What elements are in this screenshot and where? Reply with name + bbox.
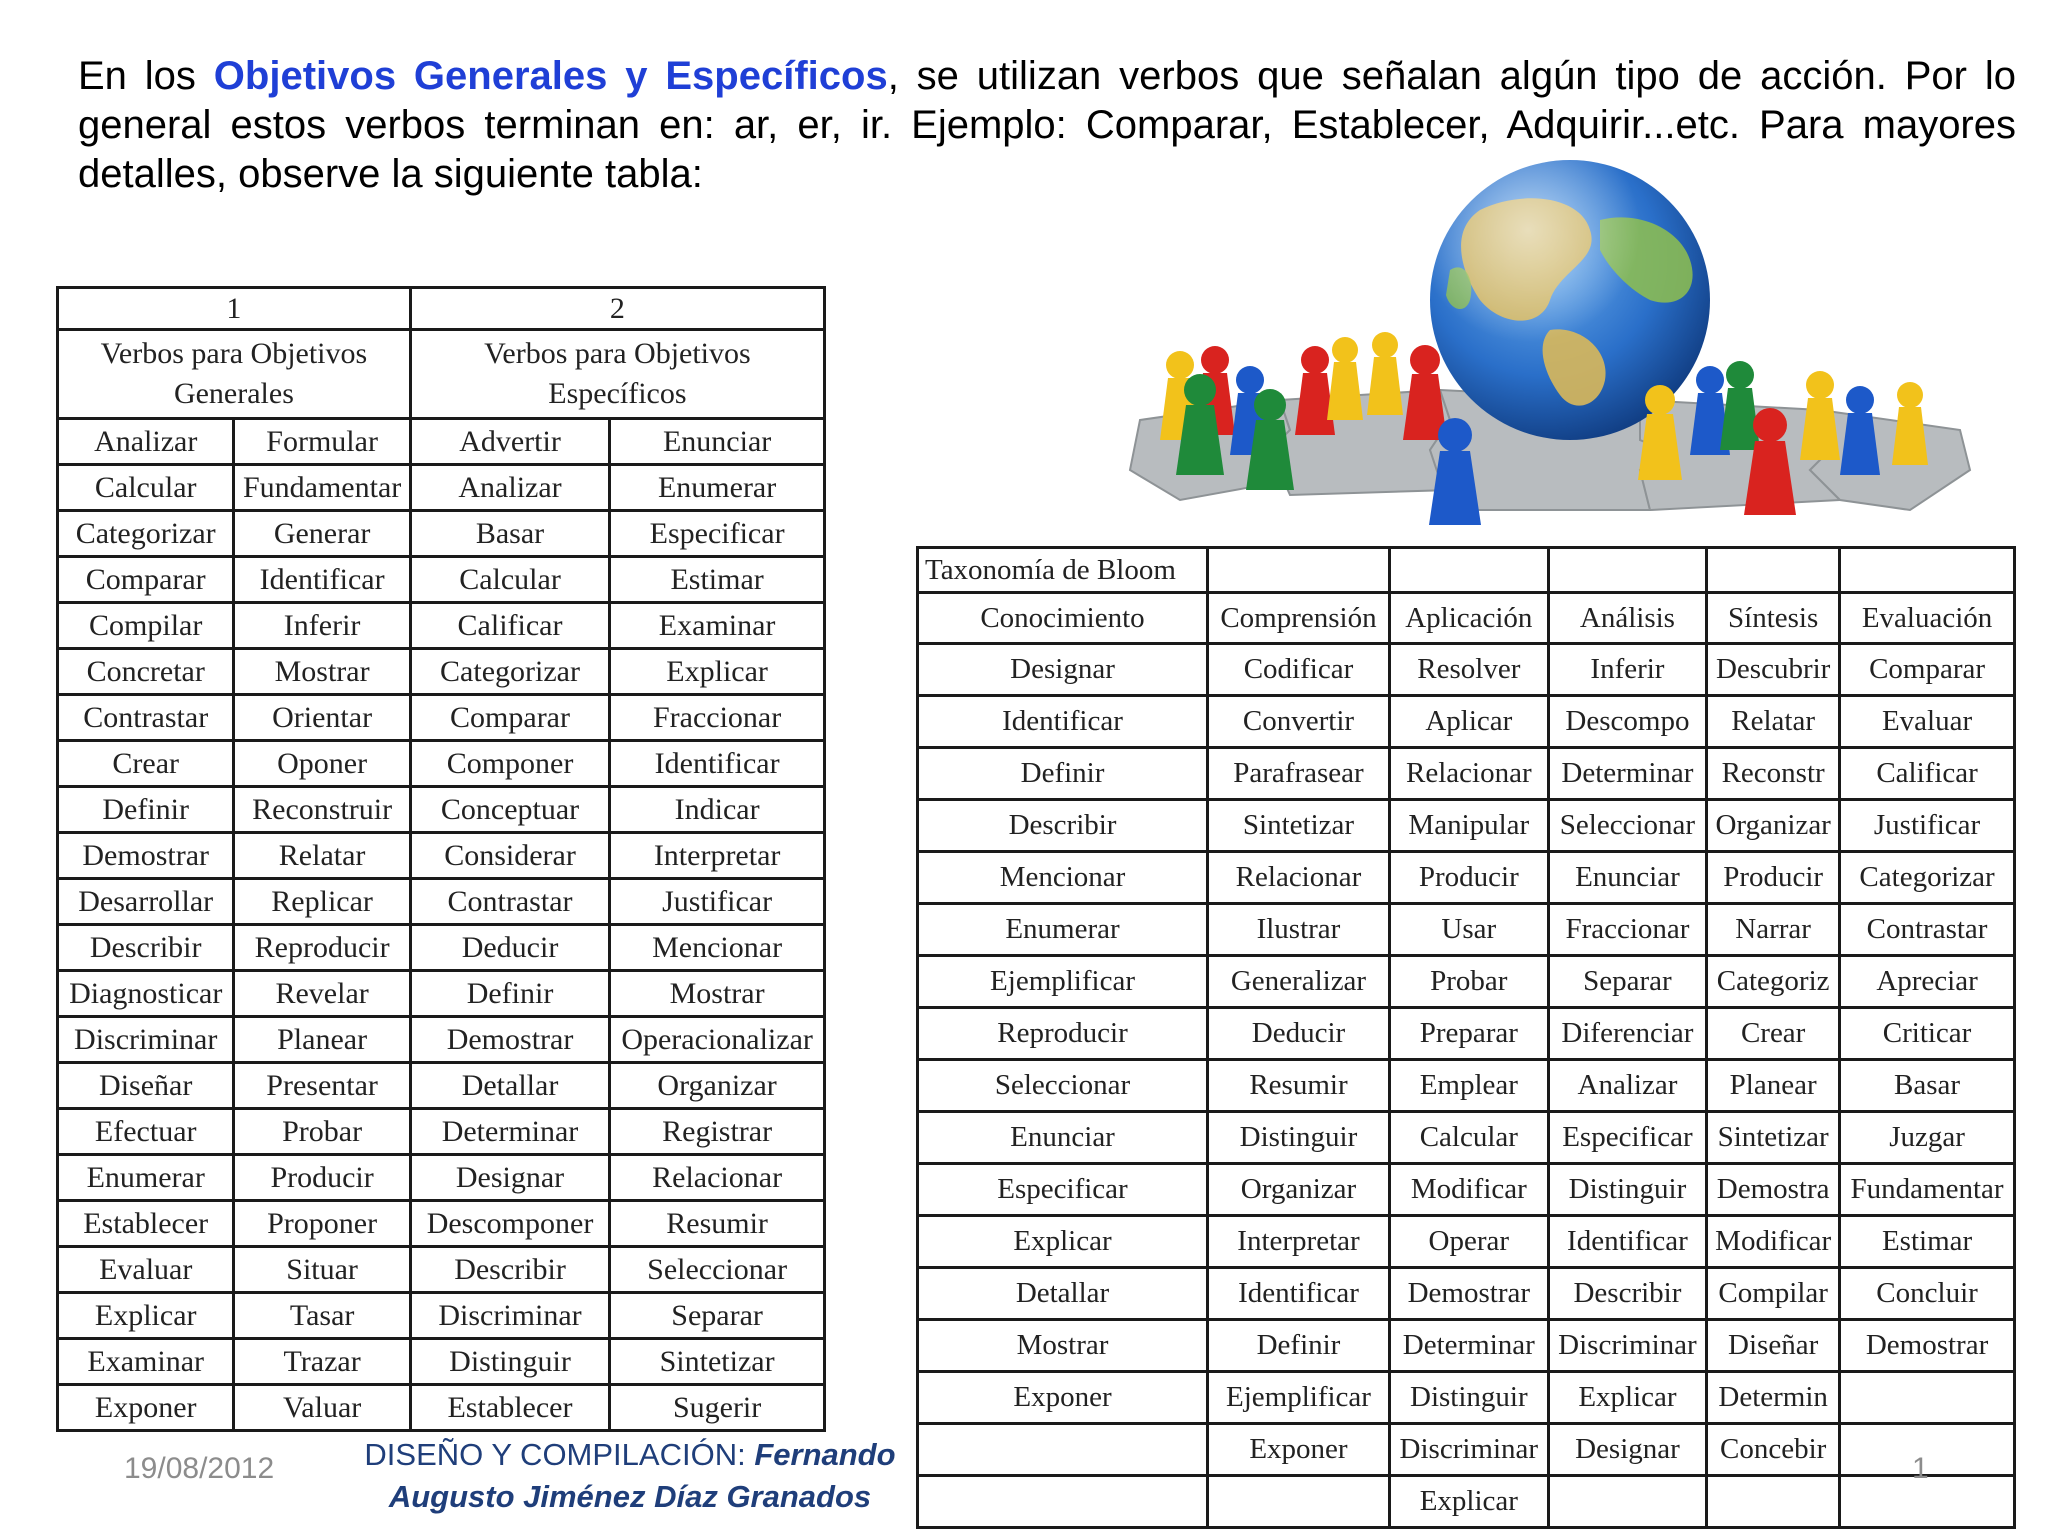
table-cell: Basar (410, 511, 609, 557)
bloom-header-cell: Análisis (1548, 593, 1706, 644)
table-cell: Comparar (1840, 644, 2015, 696)
table-cell: Identificar (918, 696, 1208, 748)
table-cell: Efectuar (58, 1109, 234, 1155)
table-cell: Explicar (918, 1216, 1208, 1268)
table-cell: Codificar (1208, 644, 1390, 696)
bloom-title-blank (1707, 548, 1840, 593)
bloom-taxonomy-table (916, 546, 2016, 1529)
table-cell: Mostrar (610, 971, 825, 1017)
table-cell: Demostrar (410, 1017, 609, 1063)
table-cell: Concebir (1707, 1424, 1840, 1476)
table-row (58, 1247, 825, 1293)
table-row (918, 800, 2015, 852)
table-row (58, 833, 825, 879)
table-cell: Interpretar (610, 833, 825, 879)
table-cell: Enumerar (58, 1155, 234, 1201)
table-row (918, 748, 2015, 800)
table-cell: Ejemplificar (1208, 1372, 1390, 1424)
table-row (918, 696, 2015, 748)
game-piece-yellow-6 (1892, 382, 1928, 465)
table-cell: Relacionar (1208, 852, 1390, 904)
table-cell: Modificar (1389, 1164, 1548, 1216)
table-cell: Enumerar (918, 904, 1208, 956)
table-cell: Parafrasear (1208, 748, 1390, 800)
table-cell: Producir (1707, 852, 1840, 904)
table-cell: Usar (1389, 904, 1548, 956)
table-cell: Reconstruir (234, 787, 410, 833)
table-cell: Analizar (58, 419, 234, 465)
table-cell: Identificar (1548, 1216, 1706, 1268)
table-cell: Situar (234, 1247, 410, 1293)
table-cell: Definir (58, 787, 234, 833)
table-cell: Estimar (1840, 1216, 2015, 1268)
bloom-title-blank (1389, 548, 1548, 593)
table-cell: Fundamentar (234, 465, 410, 511)
table-cell: Explicar (610, 649, 825, 695)
table-row (918, 1476, 2015, 1528)
table-cell: Mostrar (234, 649, 410, 695)
table-cell: Seleccionar (918, 1060, 1208, 1112)
table-cell: Deducir (410, 925, 609, 971)
table-cell: Basar (1840, 1060, 2015, 1112)
table-cell: Seleccionar (1548, 800, 1706, 852)
game-piece-green-3 (1720, 361, 1760, 450)
credit-author-rest: Augusto Jiménez Díaz Granados (388, 1479, 872, 1514)
table-cell: Manipular (1389, 800, 1548, 852)
table-cell: Apreciar (1840, 956, 2015, 1008)
table-row (58, 1109, 825, 1155)
table-cell: Discriminar (410, 1293, 609, 1339)
table-cell: Interpretar (1208, 1216, 1390, 1268)
table-cell: Proponer (234, 1201, 410, 1247)
table-cell: Estimar (610, 557, 825, 603)
table-cell: Designar (1548, 1424, 1706, 1476)
table-cell: Juzgar (1840, 1112, 2015, 1164)
table-cell: Considerar (410, 833, 609, 879)
table-cell: Producir (234, 1155, 410, 1201)
table-cell: Calcular (58, 465, 234, 511)
table-cell: Oponer (234, 741, 410, 787)
table-cell: Demostrar (1389, 1268, 1548, 1320)
page-number: 1 (1912, 1452, 1929, 1485)
table-cell: Probar (1389, 956, 1548, 1008)
table-cell: Presentar (234, 1063, 410, 1109)
table-row (918, 1424, 2015, 1476)
table-row (918, 1216, 2015, 1268)
table-cell: Discriminar (58, 1017, 234, 1063)
table-row (918, 1320, 2015, 1372)
table-cell: Relacionar (610, 1155, 825, 1201)
table-cell (918, 1424, 1208, 1476)
table-cell: Advertir (410, 419, 609, 465)
table-cell: Organizar (610, 1063, 825, 1109)
table-row (58, 557, 825, 603)
table-cell: Narrar (1707, 904, 1840, 956)
game-piece-red-3 (1403, 345, 1447, 440)
table-cell: Analizar (1548, 1060, 1706, 1112)
table-cell: Justificar (610, 879, 825, 925)
table-cell: Revelar (234, 971, 410, 1017)
table-cell: Contrastar (410, 879, 609, 925)
table-cell: Organizar (1208, 1164, 1390, 1216)
table-cell: Determin (1707, 1372, 1840, 1424)
table-cell: Inferir (1548, 644, 1706, 696)
bloom-header-cell: Aplicación (1389, 593, 1548, 644)
table-cell: Crear (1707, 1008, 1840, 1060)
table-row (58, 511, 825, 557)
table-cell: Categorizar (410, 649, 609, 695)
table-cell: Examinar (58, 1339, 234, 1385)
table-cell: Distinguir (1208, 1112, 1390, 1164)
game-piece-yellow-3 (1367, 332, 1403, 415)
table-cell: Reproducir (234, 925, 410, 971)
table-cell: Desarrollar (58, 879, 234, 925)
intro-post: , se utilizan verbos que señalan algún tipo de acción. Por lo general estos verbos terminan en: ar, er, ir. Ejemplo: Comparar, Establecer, Adquirir...etc. Para mayores detalles, observe la siguiente tabla: (78, 54, 2016, 196)
intro-highlight: Objetivos Generales y Específicos (213, 54, 888, 98)
table-cell: Generar (234, 511, 410, 557)
table-cell: Separar (610, 1293, 825, 1339)
table-cell: Detallar (410, 1063, 609, 1109)
table-cell: Calificar (1840, 748, 2015, 800)
table-cell: Describir (918, 800, 1208, 852)
table-cell: Ilustrar (1208, 904, 1390, 956)
table-cell: Mencionar (610, 925, 825, 971)
table-cell: Fundamentar (1840, 1164, 2015, 1216)
table-cell: Justificar (1840, 800, 2015, 852)
bloom-header-cell: Comprensión (1208, 593, 1390, 644)
table-row (58, 649, 825, 695)
table-cell (1707, 1476, 1840, 1528)
table-cell: Enumerar (610, 465, 825, 511)
table-cell: Concretar (58, 649, 234, 695)
table-cell: Identificar (1208, 1268, 1390, 1320)
table-cell: Demostrar (58, 833, 234, 879)
table-row (58, 1339, 825, 1385)
table-cell: Reconstr (1707, 748, 1840, 800)
table-cell: Separar (1548, 956, 1706, 1008)
table-cell: Relatar (1707, 696, 1840, 748)
table-row (918, 1268, 2015, 1320)
table-row (58, 419, 825, 465)
table-cell: Indicar (610, 787, 825, 833)
table-row (918, 644, 2015, 696)
bloom-title-blank (1208, 548, 1390, 593)
table-cell: Sintetizar (610, 1339, 825, 1385)
table-row (918, 1060, 2015, 1112)
table-cell: Definir (410, 971, 609, 1017)
bloom-header-cell: Evaluación (1840, 593, 2015, 644)
table-cell: Resolver (1389, 644, 1548, 696)
table-cell: Explicar (58, 1293, 234, 1339)
table-cell: Ejemplificar (918, 956, 1208, 1008)
table-row (918, 904, 2015, 956)
game-piece-yellow-2 (1327, 337, 1363, 420)
table-cell: Analizar (410, 465, 609, 511)
table-cell: Diseñar (58, 1063, 234, 1109)
table-cell: Exponer (1208, 1424, 1390, 1476)
table-cell: Conceptuar (410, 787, 609, 833)
table-cell: Demostrar (1840, 1320, 2015, 1372)
table-cell: Discriminar (1389, 1424, 1548, 1476)
table-cell (918, 1476, 1208, 1528)
table-cell: Criticar (1840, 1008, 2015, 1060)
verbs-table (56, 286, 826, 1432)
table-row (918, 1008, 2015, 1060)
table-cell: Producir (1389, 852, 1548, 904)
bloom-title: Taxonomía de Bloom (918, 548, 1208, 593)
table-cell: Emplear (1389, 1060, 1548, 1112)
table-cell: Modificar (1707, 1216, 1840, 1268)
table-cell: Determinar (410, 1109, 609, 1155)
table-row (58, 1293, 825, 1339)
table-row (58, 787, 825, 833)
table-row (58, 603, 825, 649)
table-cell: Probar (234, 1109, 410, 1155)
table-row (918, 852, 2015, 904)
table-cell: Establecer (410, 1385, 609, 1431)
table-cell: Comparar (58, 557, 234, 603)
table-cell: Distinguir (1389, 1372, 1548, 1424)
table-cell: Identificar (610, 741, 825, 787)
verbs-col1-header: Verbos para Objetivos Generales (58, 330, 411, 419)
table-row (58, 1201, 825, 1247)
table-cell: Seleccionar (610, 1247, 825, 1293)
table-cell: Determinar (1389, 1320, 1548, 1372)
table-cell: Planear (1707, 1060, 1840, 1112)
table-cell: Designar (410, 1155, 609, 1201)
table-cell: Exponer (58, 1385, 234, 1431)
credit-author-first: Fernando (754, 1437, 896, 1472)
table-row (918, 1112, 2015, 1164)
table-row (58, 465, 825, 511)
table-cell: Describir (410, 1247, 609, 1293)
table-row (58, 925, 825, 971)
table-cell: Describir (58, 925, 234, 971)
table-cell: Exponer (918, 1372, 1208, 1424)
table-cell: Inferir (234, 603, 410, 649)
table-cell: Planear (234, 1017, 410, 1063)
table-cell: Calcular (1389, 1112, 1548, 1164)
table-cell: Discriminar (1548, 1320, 1706, 1372)
game-piece-blue-4 (1840, 386, 1880, 475)
table-cell: Preparar (1389, 1008, 1548, 1060)
table-row (58, 1385, 825, 1431)
table-cell: Sugerir (610, 1385, 825, 1431)
table-cell: Explicar (1548, 1372, 1706, 1424)
table-cell: Trazar (234, 1339, 410, 1385)
bloom-title-blank (1840, 548, 2015, 593)
table-cell: Compilar (58, 603, 234, 649)
table-cell: Valuar (234, 1385, 410, 1431)
table-cell: Comparar (410, 695, 609, 741)
table-cell: Diferenciar (1548, 1008, 1706, 1060)
footer-credit (360, 1434, 900, 1518)
table-cell: Categorizar (58, 511, 234, 557)
credit-label: DISEÑO Y COMPILACIÓN: (364, 1437, 755, 1472)
table-row (58, 1017, 825, 1063)
table-cell: Aplicar (1389, 696, 1548, 748)
table-cell: Designar (918, 644, 1208, 696)
table-cell: Enunciar (610, 419, 825, 465)
table-cell: Calcular (410, 557, 609, 603)
table-cell: Especificar (610, 511, 825, 557)
table-cell: Especificar (918, 1164, 1208, 1216)
table-cell: Organizar (1707, 800, 1840, 852)
table-cell: Calificar (410, 603, 609, 649)
table-cell: Operar (1389, 1216, 1548, 1268)
verbs-col2-number: 2 (410, 288, 824, 330)
table-cell: Categorizar (1840, 852, 2015, 904)
table-cell: Enunciar (1548, 852, 1706, 904)
table-row (918, 956, 2015, 1008)
table-cell: Operacionalizar (610, 1017, 825, 1063)
table-cell: Contrastar (1840, 904, 2015, 956)
table-row (918, 1372, 2015, 1424)
table-cell: Reproducir (918, 1008, 1208, 1060)
table-cell: Describir (1548, 1268, 1706, 1320)
table-cell: Definir (918, 748, 1208, 800)
table-cell: Resumir (610, 1201, 825, 1247)
table-cell (1548, 1476, 1706, 1528)
table-cell: Descompo (1548, 696, 1706, 748)
table-cell: Examinar (610, 603, 825, 649)
table-cell: Relatar (234, 833, 410, 879)
table-cell: Explicar (1389, 1476, 1548, 1528)
bloom-title-blank (1548, 548, 1706, 593)
verbs-table-body (58, 419, 825, 1431)
table-cell: Generalizar (1208, 956, 1390, 1008)
table-cell: Enunciar (918, 1112, 1208, 1164)
table-cell: Detallar (918, 1268, 1208, 1320)
table-cell: Evaluar (58, 1247, 234, 1293)
table-cell: Descubrir (1707, 644, 1840, 696)
table-cell: Diagnosticar (58, 971, 234, 1017)
table-cell: Definir (1208, 1320, 1390, 1372)
intro-pre: En los (78, 54, 214, 98)
bloom-table-body (918, 644, 2015, 1528)
table-row (58, 1155, 825, 1201)
table-cell: Demostra (1707, 1164, 1840, 1216)
table-cell: Formular (234, 419, 410, 465)
table-cell: Mencionar (918, 852, 1208, 904)
table-row (58, 971, 825, 1017)
table-cell: Fraccionar (1548, 904, 1706, 956)
table-cell: Contrastar (58, 695, 234, 741)
table-cell: Sintetizar (1707, 1112, 1840, 1164)
table-cell: Evaluar (1840, 696, 2015, 748)
table-row (58, 879, 825, 925)
table-row (58, 741, 825, 787)
bloom-header-cell: Conocimiento (918, 593, 1208, 644)
game-piece-yellow-5 (1800, 371, 1840, 460)
table-cell: Sintetizar (1208, 800, 1390, 852)
bloom-header-cell: Síntesis (1707, 593, 1840, 644)
table-cell: Replicar (234, 879, 410, 925)
table-cell: Determinar (1548, 748, 1706, 800)
table-cell: Resumir (1208, 1060, 1390, 1112)
table-cell: Orientar (234, 695, 410, 741)
table-cell (1208, 1476, 1390, 1528)
globe-with-game-pieces-icon (1120, 150, 1980, 540)
table-cell: Distinguir (410, 1339, 609, 1385)
table-row (58, 695, 825, 741)
table-cell: Convertir (1208, 696, 1390, 748)
footer-date: 19/08/2012 (124, 1452, 275, 1485)
table-cell: Categoriz (1707, 956, 1840, 1008)
table-cell: Descomponer (410, 1201, 609, 1247)
verbs-col2-header: Verbos para Objetivos Específicos (410, 330, 824, 419)
table-row (58, 1063, 825, 1109)
table-cell: Crear (58, 741, 234, 787)
table-cell: Concluir (1840, 1268, 2015, 1320)
table-cell: Deducir (1208, 1008, 1390, 1060)
table-cell: Componer (410, 741, 609, 787)
table-cell: Registrar (610, 1109, 825, 1155)
table-row (918, 1164, 2015, 1216)
table-cell: Especificar (1548, 1112, 1706, 1164)
table-cell: Tasar (234, 1293, 410, 1339)
table-cell: Establecer (58, 1201, 234, 1247)
game-piece-red-2 (1295, 346, 1335, 435)
table-cell: Relacionar (1389, 748, 1548, 800)
table-cell: Compilar (1707, 1268, 1840, 1320)
table-cell: Fraccionar (610, 695, 825, 741)
table-cell: Distinguir (1548, 1164, 1706, 1216)
table-cell: Diseñar (1707, 1320, 1840, 1372)
verbs-col1-number: 1 (58, 288, 411, 330)
table-cell: Mostrar (918, 1320, 1208, 1372)
table-cell (1840, 1372, 2015, 1424)
table-cell: Identificar (234, 557, 410, 603)
